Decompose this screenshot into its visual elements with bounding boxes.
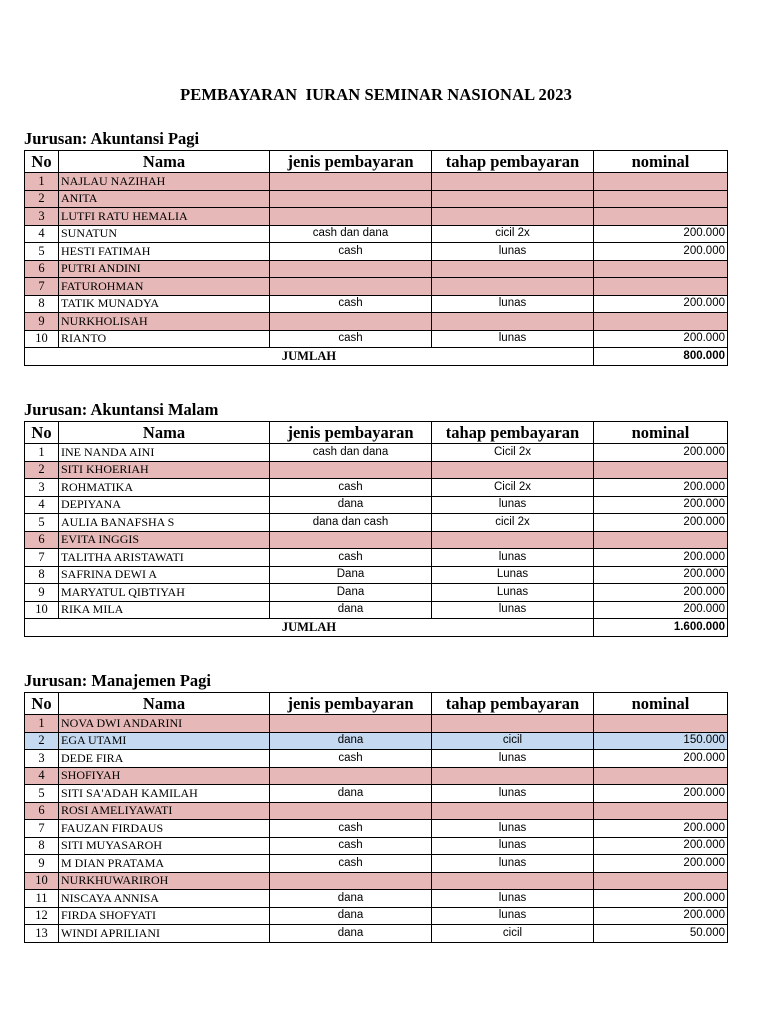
row-number-cell: 1 [25, 715, 59, 733]
column-header-nama: Nama [59, 151, 270, 173]
total-label: JUMLAH [25, 348, 594, 366]
table-row [25, 313, 728, 331]
section-akuntansi-malam [24, 399, 727, 637]
table-header-row [25, 151, 728, 173]
row-number-cell: 13 [25, 925, 59, 943]
amount-cell: 50.000 [594, 925, 728, 943]
column-header-nominal: nominal [594, 151, 728, 173]
payment-stage-cell: cicil 2x [432, 514, 594, 532]
amount-cell: 200.000 [594, 785, 728, 803]
payment-stage-cell: lunas [432, 837, 594, 855]
student-name-cell: EVITA INGGIS [59, 531, 270, 549]
row-number-cell: 3 [25, 750, 59, 768]
total-label: JUMLAH [25, 619, 594, 637]
payment-stage-cell: Cicil 2x [432, 444, 594, 462]
row-number-cell: 5 [25, 243, 59, 261]
table-row [25, 584, 728, 602]
table-row [25, 225, 728, 243]
row-number-cell: 12 [25, 907, 59, 925]
payment-type-cell: cash [270, 330, 432, 348]
total-row [25, 348, 728, 366]
table-row [25, 767, 728, 785]
amount-cell: 200.000 [594, 444, 728, 462]
student-name-cell: SITI KHOERIAH [59, 461, 270, 479]
table-row [25, 496, 728, 514]
student-name-cell: WINDI APRILIANI [59, 925, 270, 943]
payment-stage-cell: lunas [432, 820, 594, 838]
payment-stage-cell: lunas [432, 750, 594, 768]
payment-type-cell [270, 715, 432, 733]
row-number-cell: 3 [25, 208, 59, 226]
table-row [25, 190, 728, 208]
amount-cell: 200.000 [594, 566, 728, 584]
row-number-cell: 10 [25, 601, 59, 619]
payment-type-cell: cash [270, 750, 432, 768]
amount-cell: 200.000 [594, 890, 728, 908]
payment-type-cell [270, 872, 432, 890]
table-row [25, 461, 728, 479]
table-row [25, 208, 728, 226]
payment-type-cell: dana [270, 496, 432, 514]
amount-cell [594, 173, 728, 191]
table-row [25, 243, 728, 261]
payment-type-cell [270, 313, 432, 331]
table-row [25, 549, 728, 567]
table-row [25, 907, 728, 925]
table-row [25, 732, 728, 750]
row-number-cell: 6 [25, 260, 59, 278]
row-number-cell: 2 [25, 190, 59, 208]
payment-stage-cell: lunas [432, 330, 594, 348]
amount-cell: 200.000 [594, 750, 728, 768]
payment-stage-cell: lunas [432, 890, 594, 908]
table-row [25, 566, 728, 584]
payment-table [24, 150, 728, 366]
table-row [25, 715, 728, 733]
column-header-tahap: tahap pembayaran [432, 693, 594, 715]
amount-cell: 200.000 [594, 907, 728, 925]
row-number-cell: 6 [25, 531, 59, 549]
student-name-cell: TALITHA ARISTAWATI [59, 549, 270, 567]
student-name-cell: NISCAYA ANNISA [59, 890, 270, 908]
payment-type-cell: dana [270, 732, 432, 750]
payment-stage-cell [432, 278, 594, 296]
amount-cell: 200.000 [594, 855, 728, 873]
amount-cell [594, 190, 728, 208]
amount-cell: 200.000 [594, 820, 728, 838]
payment-stage-cell: lunas [432, 907, 594, 925]
payment-table [24, 421, 728, 637]
payment-stage-cell: Lunas [432, 566, 594, 584]
payment-type-cell [270, 173, 432, 191]
table-row [25, 820, 728, 838]
student-name-cell: NOVA DWI ANDARINI [59, 715, 270, 733]
row-number-cell: 7 [25, 820, 59, 838]
student-name-cell: NAJLAU NAZIHAH [59, 173, 270, 191]
payment-type-cell: cash [270, 820, 432, 838]
column-header-no: No [25, 422, 59, 444]
table-row [25, 278, 728, 296]
payment-stage-cell: cicil 2x [432, 225, 594, 243]
column-header-no: No [25, 693, 59, 715]
table-row [25, 514, 728, 532]
payment-type-cell: cash [270, 479, 432, 497]
amount-cell: 200.000 [594, 479, 728, 497]
row-number-cell: 9 [25, 584, 59, 602]
student-name-cell: FATUROHMAN [59, 278, 270, 296]
payment-type-cell [270, 767, 432, 785]
column-header-nama: Nama [59, 422, 270, 444]
student-name-cell: MARYATUL QIBTIYAH [59, 584, 270, 602]
student-name-cell: TATIK MUNADYA [59, 295, 270, 313]
payment-stage-cell [432, 872, 594, 890]
table-row [25, 785, 728, 803]
payment-type-cell: cash dan dana [270, 444, 432, 462]
payment-type-cell: cash [270, 837, 432, 855]
payment-type-cell: dana [270, 601, 432, 619]
table-row [25, 890, 728, 908]
amount-cell: 200.000 [594, 514, 728, 532]
column-header-tahap: tahap pembayaran [432, 151, 594, 173]
payment-stage-cell [432, 715, 594, 733]
table-row [25, 479, 728, 497]
payment-type-cell: dana [270, 907, 432, 925]
payment-type-cell: cash [270, 855, 432, 873]
amount-cell [594, 531, 728, 549]
student-name-cell: M DIAN PRATAMA [59, 855, 270, 873]
payment-type-cell [270, 260, 432, 278]
student-name-cell: INE NANDA AINI [59, 444, 270, 462]
column-header-nama: Nama [59, 693, 270, 715]
student-name-cell: RIANTO [59, 330, 270, 348]
row-number-cell: 4 [25, 767, 59, 785]
table-header-row [25, 422, 728, 444]
amount-cell: 200.000 [594, 225, 728, 243]
row-number-cell: 1 [25, 444, 59, 462]
payment-type-cell [270, 190, 432, 208]
document-title: PEMBAYARAN IURAN SEMINAR NASIONAL 2023 [180, 85, 572, 104]
table-row [25, 531, 728, 549]
student-name-cell: NURKHUWARIROH [59, 872, 270, 890]
payment-stage-cell: lunas [432, 243, 594, 261]
table-row [25, 330, 728, 348]
amount-cell [594, 715, 728, 733]
amount-cell [594, 278, 728, 296]
payment-stage-cell: cicil [432, 925, 594, 943]
student-name-cell: SITI SA'ADAH KAMILAH [59, 785, 270, 803]
row-number-cell: 5 [25, 514, 59, 532]
amount-cell [594, 260, 728, 278]
payment-stage-cell: Lunas [432, 584, 594, 602]
row-number-cell: 11 [25, 890, 59, 908]
column-header-no: No [25, 151, 59, 173]
amount-cell: 200.000 [594, 295, 728, 313]
row-number-cell: 8 [25, 837, 59, 855]
payment-type-cell: cash [270, 549, 432, 567]
amount-cell [594, 802, 728, 820]
payment-stage-cell: lunas [432, 855, 594, 873]
amount-cell [594, 872, 728, 890]
student-name-cell: DEPIYANA [59, 496, 270, 514]
department-heading: Jurusan: Akuntansi Pagi [24, 129, 200, 148]
payment-type-cell [270, 208, 432, 226]
student-name-cell: EGA UTAMI [59, 732, 270, 750]
student-name-cell: SUNATUN [59, 225, 270, 243]
payment-stage-cell: Cicil 2x [432, 479, 594, 497]
student-name-cell: ANITA [59, 190, 270, 208]
student-name-cell: SHOFIYAH [59, 767, 270, 785]
amount-cell [594, 461, 728, 479]
payment-type-cell [270, 278, 432, 296]
total-amount: 800.000 [594, 348, 728, 366]
student-name-cell: FIRDA SHOFYATI [59, 907, 270, 925]
table-row [25, 837, 728, 855]
amount-cell: 200.000 [594, 549, 728, 567]
column-header-tahap: tahap pembayaran [432, 422, 594, 444]
payment-type-cell: dana [270, 890, 432, 908]
row-number-cell: 10 [25, 872, 59, 890]
payment-stage-cell [432, 531, 594, 549]
amount-cell [594, 767, 728, 785]
column-header-nominal: nominal [594, 422, 728, 444]
row-number-cell: 1 [25, 173, 59, 191]
payment-stage-cell: lunas [432, 295, 594, 313]
amount-cell [594, 313, 728, 331]
row-number-cell: 7 [25, 278, 59, 296]
amount-cell: 200.000 [594, 330, 728, 348]
table-row [25, 295, 728, 313]
table-row [25, 444, 728, 462]
student-name-cell: ROSI AMELIYAWATI [59, 802, 270, 820]
table-row [25, 925, 728, 943]
payment-stage-cell: cicil [432, 732, 594, 750]
row-number-cell: 4 [25, 496, 59, 514]
student-name-cell: AULIA BANAFSHA S [59, 514, 270, 532]
table-row [25, 750, 728, 768]
payment-stage-cell: lunas [432, 601, 594, 619]
amount-cell [594, 208, 728, 226]
student-name-cell: HESTI FATIMAH [59, 243, 270, 261]
amount-cell: 200.000 [594, 243, 728, 261]
payment-stage-cell [432, 208, 594, 226]
amount-cell: 200.000 [594, 601, 728, 619]
payment-stage-cell: lunas [432, 549, 594, 567]
student-name-cell: FAUZAN FIRDAUS [59, 820, 270, 838]
table-row [25, 872, 728, 890]
row-number-cell: 7 [25, 549, 59, 567]
payment-stage-cell [432, 767, 594, 785]
column-header-jenis: jenis pembayaran [270, 693, 432, 715]
section-akuntansi-pagi [24, 128, 727, 366]
column-header-jenis: jenis pembayaran [270, 151, 432, 173]
payment-stage-cell [432, 313, 594, 331]
student-name-cell: DEDE FIRA [59, 750, 270, 768]
amount-cell: 200.000 [594, 837, 728, 855]
row-number-cell: 9 [25, 313, 59, 331]
payment-stage-cell [432, 190, 594, 208]
row-number-cell: 8 [25, 566, 59, 584]
payment-type-cell: dana [270, 925, 432, 943]
amount-cell: 150.000 [594, 732, 728, 750]
payment-type-cell: Dana [270, 584, 432, 602]
payment-type-cell [270, 802, 432, 820]
table-row [25, 802, 728, 820]
amount-cell: 200.000 [594, 496, 728, 514]
payment-stage-cell [432, 260, 594, 278]
payment-stage-cell: lunas [432, 785, 594, 803]
student-name-cell: NURKHOLISAH [59, 313, 270, 331]
student-name-cell: SAFRINA DEWI A [59, 566, 270, 584]
payment-type-cell: cash [270, 295, 432, 313]
table-row [25, 173, 728, 191]
payment-table [24, 692, 728, 943]
row-number-cell: 5 [25, 785, 59, 803]
row-number-cell: 2 [25, 732, 59, 750]
table-row [25, 601, 728, 619]
total-row [25, 619, 728, 637]
payment-stage-cell [432, 802, 594, 820]
section-manajemen-pagi [24, 670, 727, 943]
table-row [25, 855, 728, 873]
payment-type-cell [270, 461, 432, 479]
payment-type-cell: dana dan cash [270, 514, 432, 532]
total-amount: 1.600.000 [594, 619, 728, 637]
row-number-cell: 6 [25, 802, 59, 820]
table-row [25, 260, 728, 278]
row-number-cell: 8 [25, 295, 59, 313]
payment-type-cell: cash dan dana [270, 225, 432, 243]
student-name-cell: SITI MUYASAROH [59, 837, 270, 855]
student-name-cell: LUTFI RATU HEMALIA [59, 208, 270, 226]
student-name-cell: PUTRI ANDINI [59, 260, 270, 278]
table-header-row [25, 693, 728, 715]
department-heading: Jurusan: Manajemen Pagi [24, 671, 211, 690]
payment-type-cell [270, 531, 432, 549]
student-name-cell: RIKA MILA [59, 601, 270, 619]
row-number-cell: 2 [25, 461, 59, 479]
column-header-jenis: jenis pembayaran [270, 422, 432, 444]
column-header-nominal: nominal [594, 693, 728, 715]
row-number-cell: 10 [25, 330, 59, 348]
student-name-cell: ROHMATIKA [59, 479, 270, 497]
amount-cell: 200.000 [594, 584, 728, 602]
payment-type-cell: Dana [270, 566, 432, 584]
row-number-cell: 9 [25, 855, 59, 873]
payment-stage-cell [432, 173, 594, 191]
payment-stage-cell: lunas [432, 496, 594, 514]
department-heading: Jurusan: Akuntansi Malam [24, 400, 219, 419]
payment-stage-cell [432, 461, 594, 479]
payment-type-cell: dana [270, 785, 432, 803]
row-number-cell: 3 [25, 479, 59, 497]
payment-type-cell: cash [270, 243, 432, 261]
row-number-cell: 4 [25, 225, 59, 243]
